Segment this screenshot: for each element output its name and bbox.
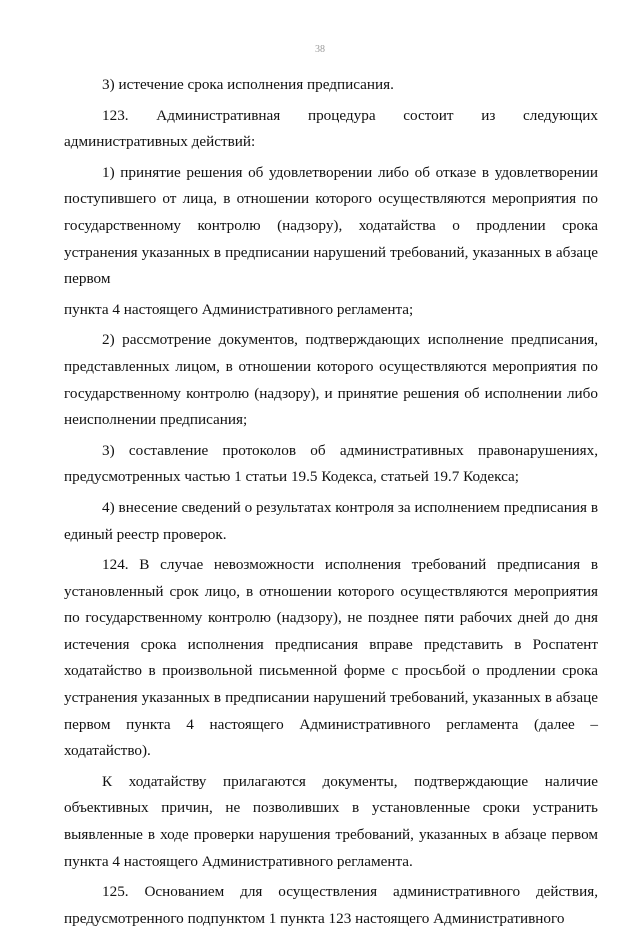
paragraph-123-item-1-continuation: пункта 4 настоящего Административного регламента;	[64, 300, 414, 318]
paragraph-124-attachments: К ходатайству прилагаются документы, подтверждающие наличие объективных причин, не позволивших в установленные сроки устранить выявленные в ходе проверки нарушения требований, указанных в абзаце первом пункта 4 настоящего Административного регламента.	[64, 772, 598, 870]
paragraph-123-item-4: 4) внесение сведений о результатах контроля за исполнением предписания в единый реестр проверок.	[64, 498, 598, 543]
paragraph-123: 123. Административная процедура состоит из следующих административных действий:	[64, 106, 598, 151]
paragraph-123-item-1: 1) принятие решения об удовлетворении либо об отказе в удовлетворении поступившего от лица, в отношении которого осуществляются мероприятия по государственному контролю (надзору), ходатайства о продлении срока устранения указанных в предписании нарушений требований, указанных в абзаце первом	[64, 163, 598, 288]
paragraph-124: 124. В случае невозможности исполнения требований предписания в установленный срок лицо, в отношении которого осуществляются мероприятия по государственному контролю (надзору), не позднее пяти рабочих дней до дня истечения срока исполнения предписания вправе представить в Роспатент ходатайство в произвольной письменной форме с просьбой о продлении срока устранения указанных в предписании нарушений требований, указанных в абзаце первом пункта 4 настоящего Административного регламента (далее – ходатайство).	[64, 556, 598, 760]
paragraph-123-item-3: 3) составление протоколов об административных правонарушениях, предусмотренных частью 1 статьи 19.5 Кодекса, статьей 19.7 Кодекса;	[64, 441, 598, 486]
page-number: 38	[315, 44, 325, 55]
paragraph-125: 125. Основанием для осуществления административного действия, предусмотренного подпунктом 1 пункта 123 настоящего Административного	[64, 883, 598, 927]
paragraph-expiry: 3) истечение срока исполнения предписания.	[102, 76, 394, 93]
document-body	[64, 72, 598, 932]
paragraph-123-item-2: 2) рассмотрение документов, подтверждающих исполнение предписания, представленных лицом, в отношении которого осуществляются мероприятия по государственному контролю (надзору), и принятие решения об исполнении либо неисполнении предписания;	[64, 331, 598, 429]
